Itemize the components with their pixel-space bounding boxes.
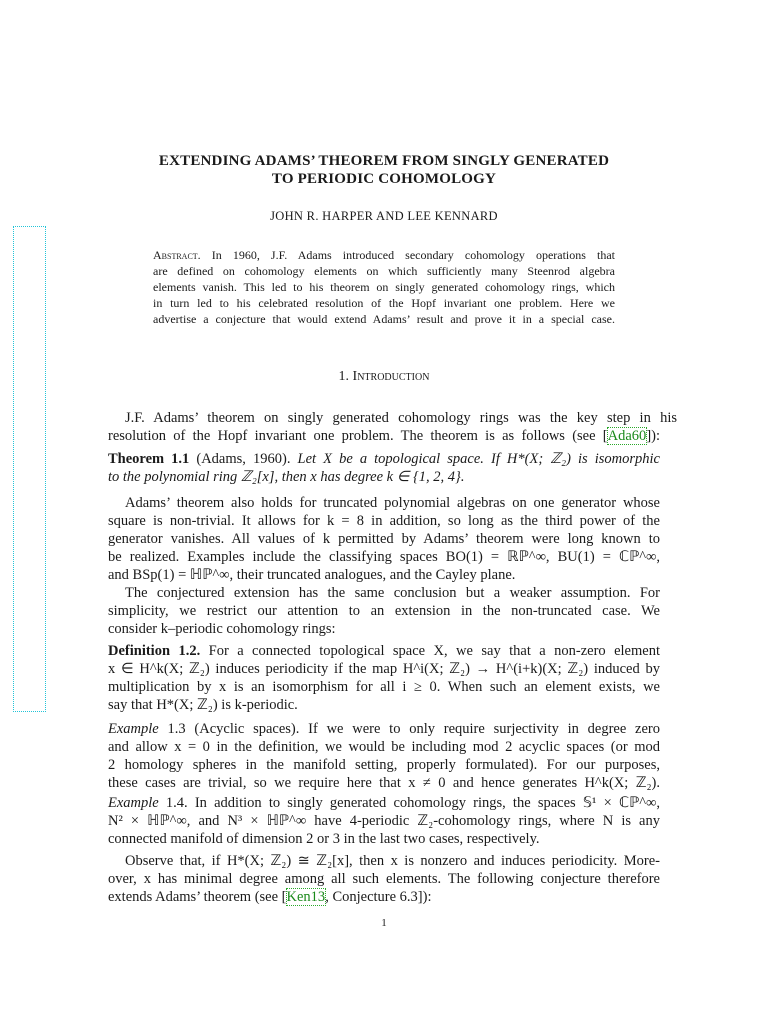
paper-title-line-1: EXTENDING ADAMS’ THEOREM FROM SINGLY GENERATED: [158, 153, 610, 169]
text-line: and allow x = 0 in the definition, we would be including mod 2 acyclic spaces (or mod: [108, 739, 660, 755]
authors: JOHN R. HARPER AND LEE KENNARD: [270, 209, 498, 223]
abstract-line: Abstract. In 1960, J.F. Adams introduced secondary cohomology operations that: [153, 248, 615, 262]
citation-link[interactable]: Ken13: [286, 889, 326, 905]
page-number: 1: [381, 917, 387, 929]
example-1-4: [108, 794, 660, 848]
text-line: Theorem 1.1 (Adams, 1960). Let X be a topological space. If H*(X; ℤ₂) is isomorphic: [108, 451, 660, 467]
abstract-label: Abstract.: [153, 248, 201, 262]
text-line: x ∈ H^k(X; ℤ₂) induces periodicity if the map H^i(X; ℤ₂) → H^(i+k)(X; ℤ₂) induced by: [108, 661, 660, 677]
definition-block: [108, 642, 660, 714]
text-line: extends Adams’ theorem (see [Ken13, Conjecture 6.3]):: [108, 889, 432, 905]
citation-link[interactable]: Ada60: [607, 428, 647, 444]
theorem-block: [108, 450, 660, 486]
abstract-line: elements vanish. This led to his theorem on singly generated cohomology rings, which: [153, 280, 615, 294]
conjecture-paragraph: [108, 584, 660, 638]
text-line: to the polynomial ring ℤ₂[x], then x has degree k ∈ {1, 2, 4}.: [108, 469, 465, 485]
adams-paragraph: [108, 494, 660, 584]
text-line: consider k–periodic cohomology rings:: [108, 621, 336, 637]
example-label: Example: [108, 795, 159, 811]
text-line: say that H*(X; ℤ₂) is k-periodic.: [108, 697, 298, 713]
section-title: Introduction: [352, 369, 430, 384]
text-line: simplicity, we restrict our attention to an extension in the non-truncated case. We: [108, 603, 660, 619]
text-line: connected manifold of dimension 2 or 3 in the last two cases, respectively.: [108, 831, 540, 847]
text-line: generator vanishes. All values of k permitted by Adams’ theorem were long known to: [108, 531, 660, 547]
text-line: multiplication by x is an isomorphism for all i ≥ 0. When such an element exists, we: [108, 679, 660, 695]
abstract-line: are defined on cohomology elements on which sufficiently many Steenrod algebra: [153, 264, 615, 278]
definition-label: Definition 1.2.: [108, 643, 201, 659]
abstract: [153, 247, 615, 327]
section-heading: [0, 369, 768, 385]
text-line: square is non-trivial. It allows for k = 8 in addition, so long as the third power of the: [108, 513, 660, 529]
text-line: resolution of the Hopf invariant one problem. The theorem is as follows (see [Ada60]):: [108, 428, 660, 444]
text-line: Observe that, if H*(X; ℤ₂) ≅ ℤ₂[x], then x is nonzero and induces periodicity. More-: [125, 853, 660, 869]
paper-title-line-2: TO PERIODIC COHOMOLOGY: [271, 171, 497, 187]
text-line: The conjectured extension has the same conclusion but a weaker assumption. For: [125, 585, 660, 601]
text-line: these cases are trivial, so we require here that x ≠ 0 and hence generates H^k(X; ℤ₂).: [108, 775, 660, 791]
example-1-3: [108, 720, 660, 792]
intro-paragraph: [108, 409, 677, 427]
text-line: Definition 1.2. For a connected topological space X, we say that a non-zero element: [108, 643, 660, 659]
observe-paragraph: [108, 852, 660, 906]
abstract-line: in turn led to his celebrated resolution of the Hopf invariant one problem. Here we: [153, 296, 615, 310]
text-line: and BSp(1) = ℍℙ^∞, their truncated analogues, and the Cayley plane.: [108, 567, 516, 583]
abstract-line: advertise a conjecture that would extend Adams’ result and prove it in a special case.: [153, 312, 615, 326]
text-line: Adams’ theorem also holds for truncated polynomial algebras on one generator whose: [125, 495, 660, 511]
section-number: 1.: [338, 369, 350, 384]
text-line: be realized. Examples include the classifying spaces BO(1) = ℝℙ^∞, BU(1) = ℂℙ^∞,: [108, 549, 660, 565]
text-line: J.F. Adams’ theorem on singly generated cohomology rings was the key step in his: [125, 410, 677, 426]
text-line: Example 1.3 (Acyclic spaces). If we were to only require surjectivity in degree zero: [108, 721, 660, 737]
text-line: Example 1.4. In addition to singly generated cohomology rings, the spaces 𝕊¹ × ℂℙ^∞,: [108, 795, 661, 811]
text-line: 2 homology spheres in the manifold setting, properly formulated). For our purposes,: [108, 757, 660, 773]
text-line: N² × ℍℙ^∞, and N³ × ℍℙ^∞ have 4-periodic ℤ₂-cohomology rings, where N is any: [108, 813, 660, 829]
intro-paragraph-cont: [108, 427, 660, 445]
example-label: Example: [108, 721, 159, 737]
text-line: over, x has minimal degree among all such elements. The following conjecture therefore: [108, 871, 660, 887]
margin-annotation-box: [13, 226, 46, 712]
theorem-label: Theorem 1.1: [108, 451, 190, 467]
